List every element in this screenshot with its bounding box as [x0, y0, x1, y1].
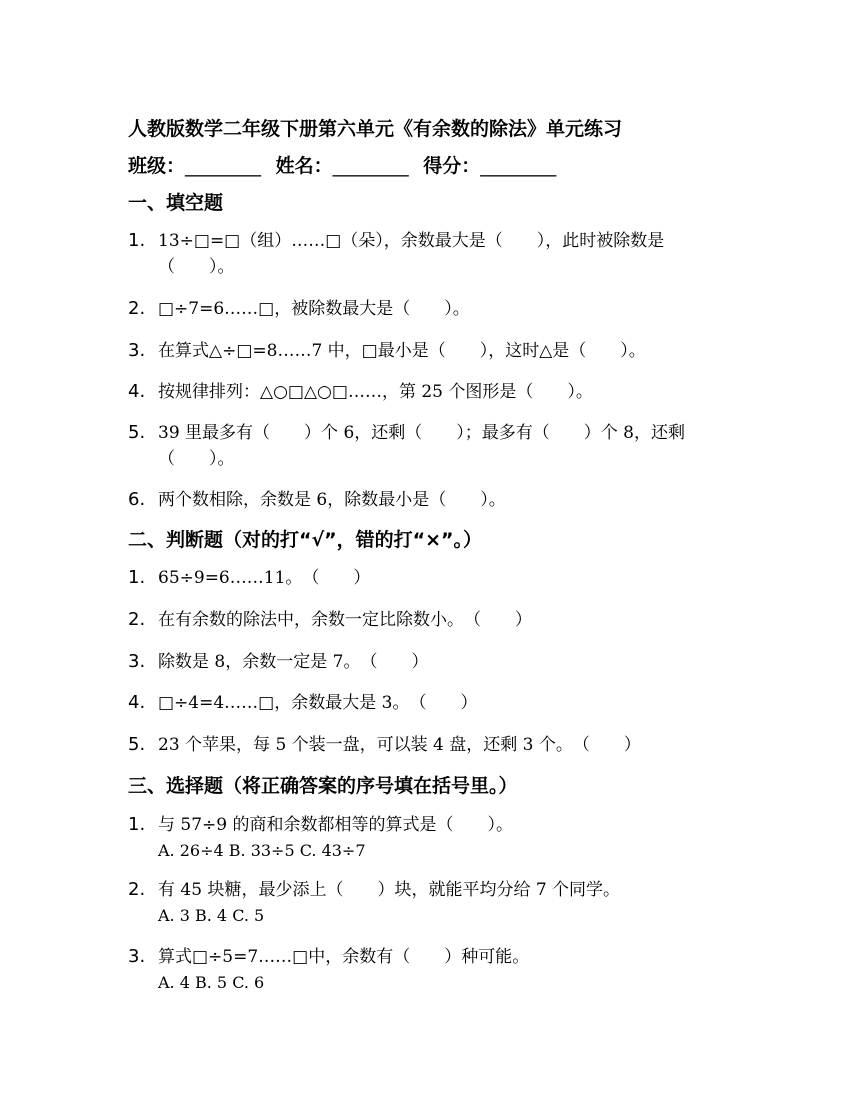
question-text: 在算式△÷□=8……7 中，□最小是（ ），这时△是（ ）。	[158, 341, 646, 361]
question-number: 4.	[128, 692, 146, 713]
answer-options: A. 26÷4 B. 33÷5 C. 43÷7	[158, 841, 366, 860]
question-text: 39 里最多有（ ）个 6，还剩（ ）；最多有（ ）个 8，还剩（ ）。	[158, 423, 685, 469]
score-blank: ________	[480, 155, 557, 177]
question-item	[128, 228, 738, 280]
question-item	[128, 565, 738, 591]
section-heading-fill-blank: 一、填空题	[128, 192, 224, 214]
question-text: 在有余数的除法中，余数一定比除数小。 （ ）	[158, 610, 532, 630]
question-text: 13÷□=□（组）……□（朵），余数最大是（ ），此时被除数是（ ）。	[158, 231, 665, 277]
name-blank: ________	[332, 155, 409, 177]
question-number: 6.	[128, 489, 146, 510]
section-heading-true-false: 二、判断题（对的打“√”，错的打“×”。）	[128, 529, 483, 551]
question-number: 1.	[128, 230, 146, 251]
question-item	[128, 690, 738, 716]
answer-options: A. 4 B. 5 C. 6	[158, 973, 265, 992]
question-number: 1.	[128, 814, 146, 835]
question-text: 23 个苹果，每 5 个装一盘，可以装 4 盘，还剩 3 个。 （ ）	[158, 735, 641, 755]
question-number: 3.	[128, 340, 146, 361]
question-number: 3.	[128, 651, 146, 672]
question-text: 与 57÷9 的商和余数都相等的算式是（ ）。	[158, 815, 513, 835]
question-text: 两个数相除，余数是 6，除数最小是（ ）。	[158, 490, 506, 510]
question-text: □÷4=4……□，余数最大是 3。 （ ）	[158, 693, 478, 713]
score-label: 得分：	[423, 155, 481, 177]
question-text: 按规律排列：△○□△○□……，第 25 个图形是（ ）。	[158, 382, 593, 402]
page-title: 人教版数学二年级下册第六单元《有余数的除法》单元练习	[128, 118, 623, 140]
answer-options: A. 3 B. 4 C. 5	[158, 906, 265, 925]
question-item	[128, 649, 738, 675]
question-number: 4.	[128, 381, 146, 402]
question-number: 5.	[128, 422, 146, 443]
question-item	[128, 944, 738, 996]
question-text: □÷7=6……□，被除数最大是（ ）。	[158, 299, 470, 319]
question-item	[128, 296, 738, 322]
section-heading-multiple-choice: 三、选择题（将正确答案的序号填在括号里。）	[128, 775, 518, 797]
question-item	[128, 607, 738, 633]
question-number: 2.	[128, 298, 146, 319]
question-text: 算式□÷5=7……□中，余数有（ ）种可能。	[158, 947, 530, 967]
question-item	[128, 877, 738, 929]
question-item	[128, 338, 738, 364]
question-text: 除数是 8，余数一定是 7。 （ ）	[158, 652, 429, 672]
question-item	[128, 487, 738, 513]
question-number: 2.	[128, 879, 146, 900]
question-item	[128, 812, 738, 864]
question-text: 有 45 块糖，最少添上（ ）块，就能平均分给 7 个同学。	[158, 880, 621, 900]
question-number: 1.	[128, 567, 146, 588]
question-text: 65÷9=6……11。 （ ）	[158, 568, 371, 588]
question-number: 3.	[128, 946, 146, 967]
question-item	[128, 732, 738, 758]
question-item	[128, 379, 738, 405]
question-number: 2.	[128, 609, 146, 630]
student-info-line	[128, 151, 564, 178]
class-label: 班级：	[128, 155, 186, 177]
name-label: 姓名：	[275, 155, 333, 177]
question-item	[128, 420, 738, 472]
class-blank: ________	[185, 155, 262, 177]
question-number: 5.	[128, 734, 146, 755]
